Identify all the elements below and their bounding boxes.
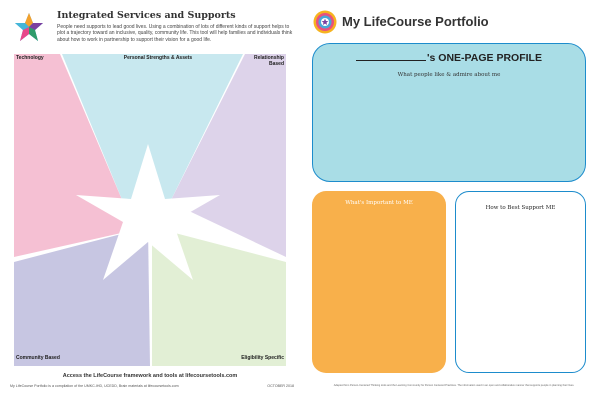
support-star-diagram: [10, 52, 290, 370]
like-admire-label: What people like & admire about me: [397, 72, 501, 78]
page-description: People need supports to lead good lives. Using a combination of lots of different kinds of support helps to plot a trajectory toward an inclusive, quality, community life. This tool will help families and individuals think about how to work in partnership to support their vision for a good life.: [57, 24, 293, 43]
best-support-label: How to Best Support ME: [485, 205, 556, 211]
important-to-me-section[interactable]: [312, 191, 446, 373]
relationship-label: [254, 55, 284, 67]
lifecourse-star-logo-icon: [14, 12, 44, 42]
community-label: Community Based: [16, 355, 60, 361]
portfolio-title: My LifeCourse Portfolio: [342, 14, 489, 29]
profile-heading-text: 's ONE-PAGE PROFILE: [427, 52, 542, 64]
left-page-footer: [10, 384, 294, 388]
eligibility-label: Eligibility Specific: [241, 355, 284, 361]
important-to-me-label: What's Important to ME: [345, 200, 413, 206]
footer-date: OCTOBER 2018: [267, 384, 294, 388]
diagram-canvas: [10, 52, 290, 370]
personal-strengths-label: Personal Strengths & Assets: [123, 55, 193, 61]
relationship-label-line2: Based: [268, 61, 284, 67]
profile-heading: [313, 52, 585, 64]
technology-label: Technology: [16, 55, 44, 61]
one-page-profile-page: [300, 0, 600, 400]
relationship-label-line1: Relationship: [253, 55, 284, 61]
portfolio-logo-icon: [313, 10, 337, 34]
right-page-footer: Adapted from Person-Centered Thinking tools and the Learning Community for Person Centered Practices. The information used in an open and collaborative manner that supports people in planning their lives.: [333, 384, 575, 387]
best-support-section[interactable]: [455, 191, 586, 373]
lifecourse-tools-link[interactable]: Access the LifeCourse framework and tools at lifecoursetools.com: [62, 373, 238, 379]
profile-section[interactable]: [312, 43, 586, 182]
name-blank-line[interactable]: [356, 52, 426, 61]
footer-note: My LifeCourse Portfolio is a compilation of the UMKC-IHD, UCEDD, Brain materials at lifecoursetools.com: [10, 384, 179, 388]
page-title: Integrated Services and Supports: [57, 10, 236, 21]
